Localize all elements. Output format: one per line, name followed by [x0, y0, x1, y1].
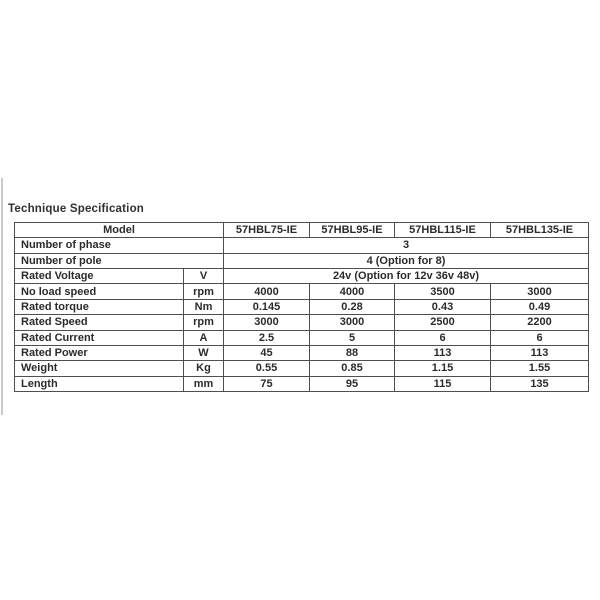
value-cell: 3000	[310, 315, 395, 330]
unit-cell: mm	[184, 376, 224, 391]
table-row-phase	[15, 238, 589, 253]
spec-label-cell: No load speed	[15, 284, 184, 299]
unit-cell: Nm	[184, 299, 224, 314]
table-row-pole	[15, 253, 589, 268]
value-cell: 95	[310, 376, 395, 391]
page-title: Technique Specification	[8, 203, 145, 215]
spec-label-cell: Number of pole	[15, 253, 224, 268]
model-name-cell: 57HBL115-IE	[395, 223, 491, 238]
table-row-length	[15, 376, 589, 391]
table-row-no-load-speed	[15, 284, 589, 299]
value-cell: 0.55	[224, 361, 310, 376]
model-header-cell: Model	[15, 223, 224, 238]
value-cell: 3500	[395, 284, 491, 299]
value-cell: 1.55	[491, 361, 589, 376]
unit-cell: A	[184, 330, 224, 345]
value-cell: 113	[491, 345, 589, 360]
spec-label-cell: Weight	[15, 361, 184, 376]
unit-cell: rpm	[184, 284, 224, 299]
table-row-model-header	[15, 223, 589, 238]
value-cell: 3	[224, 238, 589, 253]
value-cell: 3000	[224, 315, 310, 330]
value-cell: 45	[224, 345, 310, 360]
value-cell: 0.85	[310, 361, 395, 376]
value-cell: 88	[310, 345, 395, 360]
value-cell: 113	[395, 345, 491, 360]
value-cell: 135	[491, 376, 589, 391]
spec-label-cell: Rated Current	[15, 330, 184, 345]
table-row-rated-current	[15, 330, 589, 345]
value-cell: 2200	[491, 315, 589, 330]
value-cell: 6	[395, 330, 491, 345]
value-cell: 0.49	[491, 299, 589, 314]
spec-label-cell: Rated Voltage	[15, 269, 184, 284]
unit-cell: W	[184, 345, 224, 360]
value-cell: 0.28	[310, 299, 395, 314]
value-cell: 115	[395, 376, 491, 391]
spec-label-cell: Length	[15, 376, 184, 391]
value-cell: 4 (Option for 8)	[224, 253, 589, 268]
model-name-cell: 57HBL75-IE	[224, 223, 310, 238]
table-row-weight	[15, 361, 589, 376]
unit-cell: Kg	[184, 361, 224, 376]
value-cell: 24v (Option for 12v 36v 48v)	[224, 269, 589, 284]
value-cell: 5	[310, 330, 395, 345]
unit-cell: rpm	[184, 315, 224, 330]
value-cell: 2500	[395, 315, 491, 330]
value-cell: 1.15	[395, 361, 491, 376]
unit-cell: V	[184, 269, 224, 284]
page-edge-artifact	[1, 178, 3, 415]
spec-label-cell: Rated torque	[15, 299, 184, 314]
spec-label-cell: Rated Speed	[15, 315, 184, 330]
value-cell: 0.43	[395, 299, 491, 314]
model-name-cell: 57HBL135-IE	[491, 223, 589, 238]
spec-table	[14, 222, 589, 392]
spec-label-cell: Rated Power	[15, 345, 184, 360]
value-cell: 3000	[491, 284, 589, 299]
value-cell: 2.5	[224, 330, 310, 345]
table-row-rated-torque	[15, 299, 589, 314]
model-name-cell: 57HBL95-IE	[310, 223, 395, 238]
value-cell: 4000	[224, 284, 310, 299]
spec-label-cell: Number of phase	[15, 238, 224, 253]
table-row-rated-power	[15, 345, 589, 360]
value-cell: 75	[224, 376, 310, 391]
value-cell: 4000	[310, 284, 395, 299]
value-cell: 6	[491, 330, 589, 345]
table-row-voltage	[15, 269, 589, 284]
value-cell: 0.145	[224, 299, 310, 314]
table-row-rated-speed	[15, 315, 589, 330]
